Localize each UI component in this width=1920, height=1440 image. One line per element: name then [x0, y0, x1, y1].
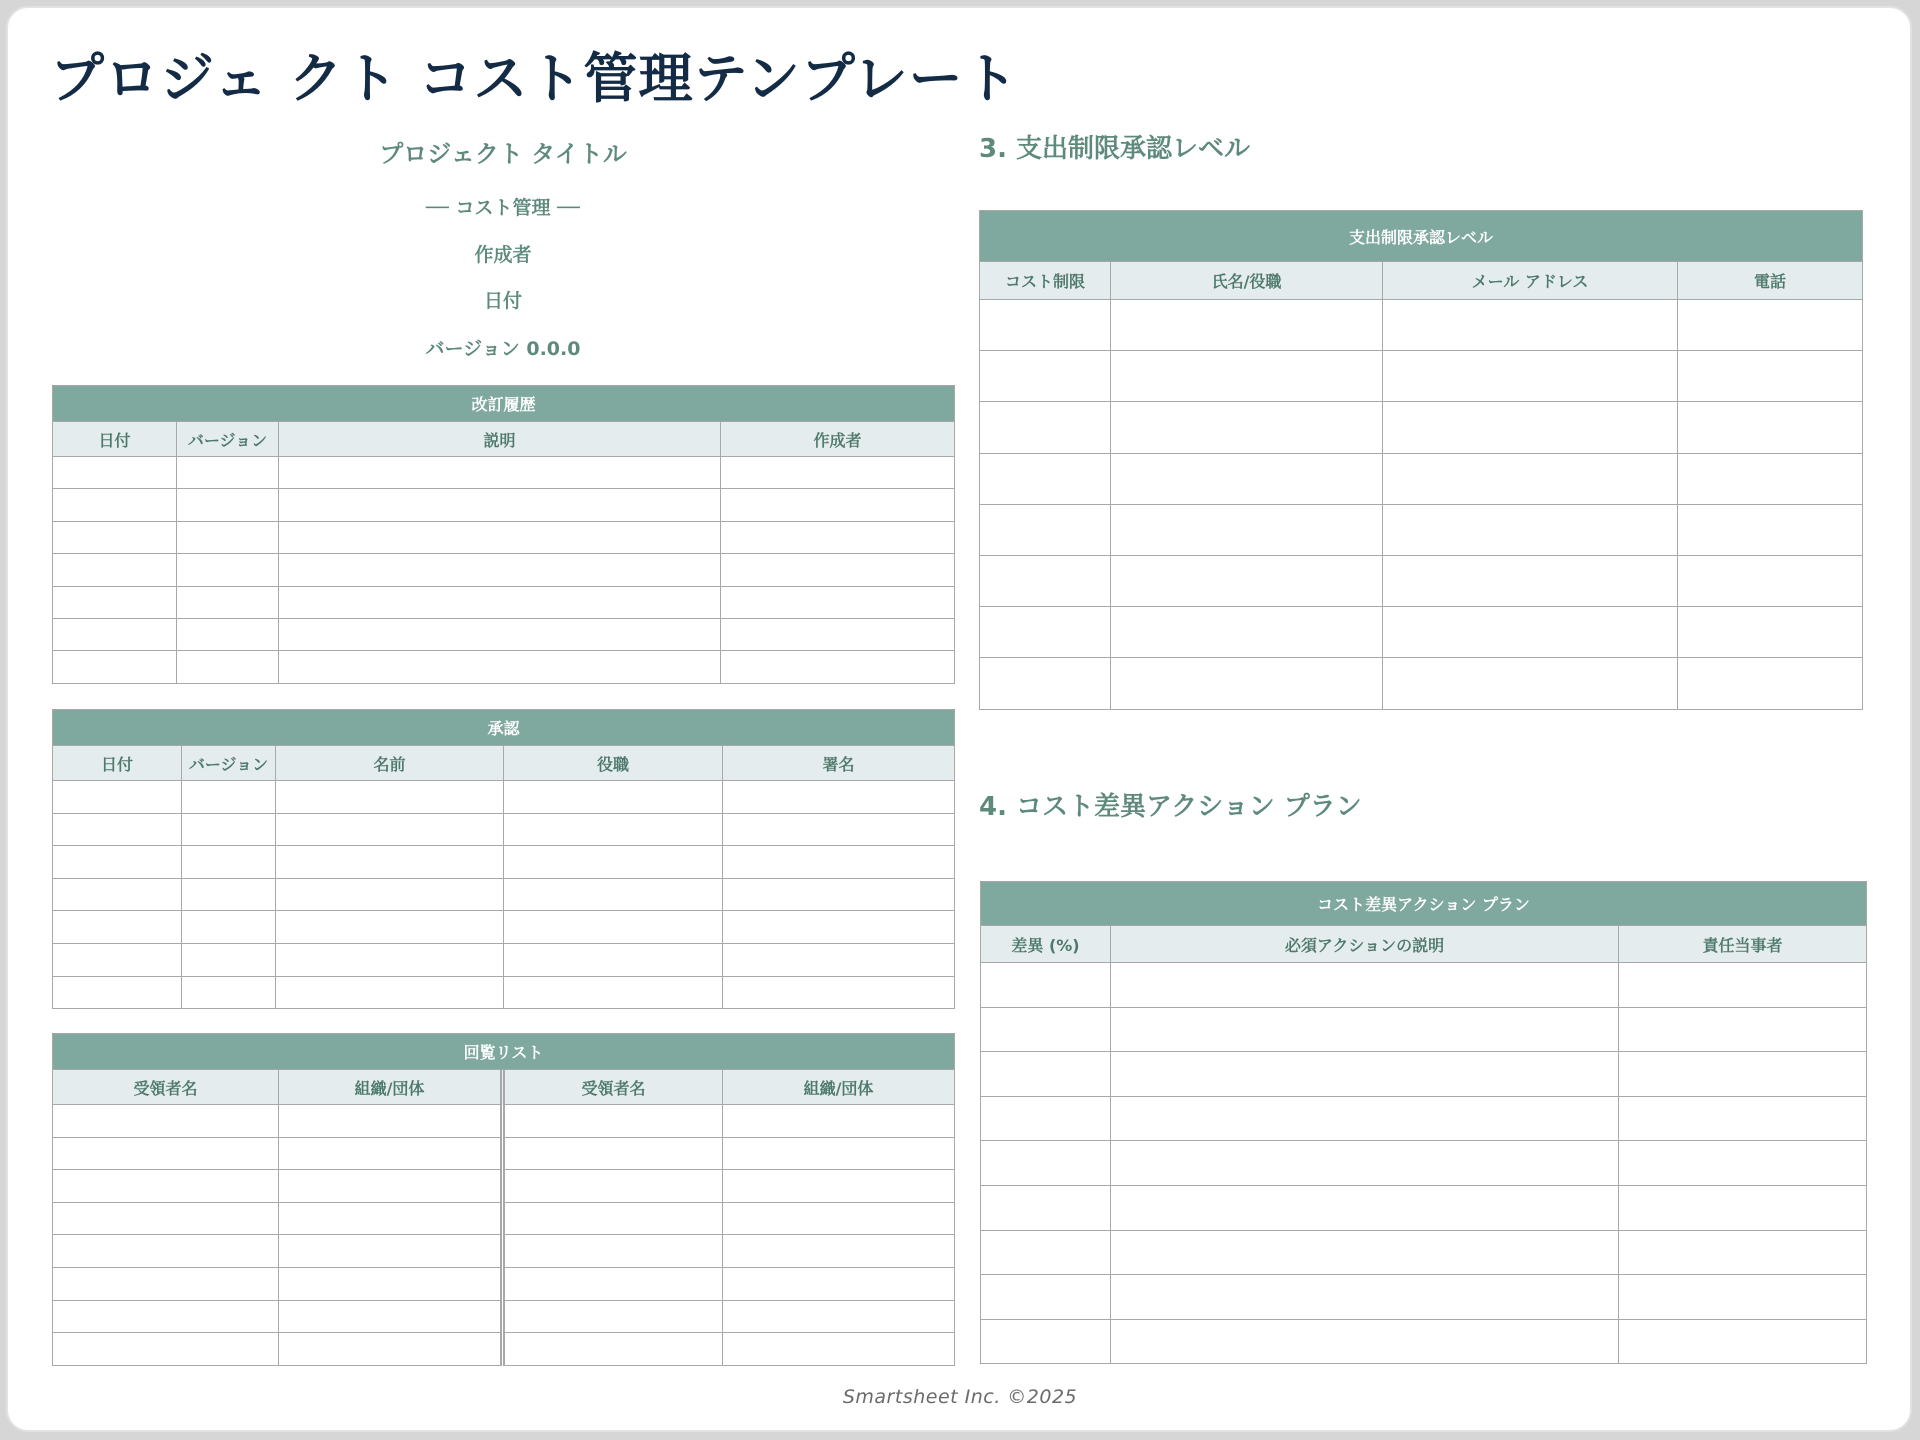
- table-cell[interactable]: [721, 554, 955, 586]
- table-cell[interactable]: [53, 943, 182, 976]
- table-cell[interactable]: [279, 618, 721, 650]
- table-row: [981, 1185, 1867, 1230]
- table-cell[interactable]: [279, 1202, 503, 1235]
- table-cell[interactable]: [721, 521, 955, 553]
- table-row: [53, 651, 955, 683]
- table-cell[interactable]: [53, 1202, 279, 1235]
- col-header-author: 作成者: [721, 422, 955, 457]
- table-row: [980, 555, 1863, 606]
- table-cell[interactable]: [981, 1230, 1111, 1275]
- table-cell[interactable]: [980, 402, 1111, 453]
- table-cell[interactable]: [177, 489, 279, 521]
- table-cell[interactable]: [980, 351, 1111, 402]
- table-cell[interactable]: [981, 1185, 1111, 1230]
- table-row: [53, 1333, 955, 1366]
- table-cell[interactable]: [504, 878, 723, 911]
- table-cell[interactable]: [279, 1333, 503, 1366]
- table-cell[interactable]: [980, 504, 1111, 555]
- table-cell[interactable]: [279, 1170, 503, 1203]
- table-row: [53, 911, 955, 944]
- table-cell[interactable]: [504, 813, 723, 846]
- table-cell[interactable]: [504, 976, 723, 1009]
- col-header-cost-limit: コスト制限: [980, 262, 1111, 300]
- table-cell[interactable]: [276, 911, 504, 944]
- table-cell[interactable]: [1678, 658, 1863, 709]
- table-row: [980, 607, 1863, 658]
- table-cell[interactable]: [723, 813, 955, 846]
- table-cell[interactable]: [53, 618, 177, 650]
- table-cell[interactable]: [53, 781, 182, 814]
- table-cell[interactable]: [53, 846, 182, 879]
- table-row: [981, 963, 1867, 1008]
- table-row: [981, 1230, 1867, 1275]
- col-header-email: メール アドレス: [1383, 262, 1678, 300]
- col-header-action-description: 必須アクションの説明: [1111, 926, 1619, 963]
- footer-copyright: Smartsheet Inc. ©2025: [842, 1386, 1078, 1408]
- table-cell[interactable]: [503, 1202, 723, 1235]
- table-cell[interactable]: [981, 1141, 1111, 1186]
- table-row: [53, 1137, 955, 1170]
- table-cell[interactable]: [723, 1202, 955, 1235]
- circulation-list-title: 回覧リスト: [53, 1034, 955, 1070]
- table-row: [53, 1235, 955, 1268]
- table-row: [980, 658, 1863, 709]
- table-cell[interactable]: [503, 1300, 723, 1333]
- table-row: [980, 402, 1863, 453]
- table-cell[interactable]: [1678, 300, 1863, 351]
- table-cell[interactable]: [1383, 607, 1678, 658]
- document-title: プロジェ クト コスト管理テンプレート: [50, 47, 1019, 110]
- table-cell[interactable]: [1111, 963, 1619, 1008]
- table-cell[interactable]: [1383, 453, 1678, 504]
- table-cell[interactable]: [53, 911, 182, 944]
- col-header-organization: 組織/団体: [279, 1070, 503, 1105]
- table-cell[interactable]: [721, 618, 955, 650]
- col-header-recipient-2: 受領者名: [503, 1070, 723, 1105]
- table-cell[interactable]: [1619, 1141, 1867, 1186]
- variance-action-plan-title: コスト差異アクション プラン: [981, 882, 1867, 926]
- table-row: [53, 1170, 955, 1203]
- table-cell[interactable]: [279, 1267, 503, 1300]
- table-cell[interactable]: [279, 521, 721, 553]
- table-cell[interactable]: [1111, 1141, 1619, 1186]
- table-row: [980, 351, 1863, 402]
- table-cell[interactable]: [1619, 1230, 1867, 1275]
- table-row: [981, 1141, 1867, 1186]
- table-cell[interactable]: [53, 1235, 279, 1268]
- col-header-recipient: 受領者名: [53, 1070, 279, 1105]
- table-cell[interactable]: [1619, 1096, 1867, 1141]
- table-cell[interactable]: [53, 878, 182, 911]
- table-cell[interactable]: [981, 963, 1111, 1008]
- spending-approval-table: [979, 210, 1863, 710]
- table-cell[interactable]: [276, 846, 504, 879]
- table-cell[interactable]: [182, 976, 276, 1009]
- table-cell[interactable]: [1383, 555, 1678, 606]
- approval-title: 承認: [53, 710, 955, 746]
- cover-subtitle: ── コスト管理 ──: [426, 197, 580, 219]
- col-header-name-role: 氏名/役職: [1111, 262, 1383, 300]
- table-cell[interactable]: [980, 658, 1111, 709]
- table-cell[interactable]: [182, 813, 276, 846]
- project-title: プロジェクト タイトル: [379, 140, 627, 168]
- table-cell[interactable]: [1111, 658, 1383, 709]
- table-cell[interactable]: [504, 911, 723, 944]
- table-cell[interactable]: [276, 878, 504, 911]
- table-cell[interactable]: [1678, 607, 1863, 658]
- table-cell[interactable]: [1619, 1007, 1867, 1052]
- section-4-heading: 4. コスト差異アクション プラン: [979, 792, 1362, 822]
- table-row: [981, 1052, 1867, 1097]
- table-cell[interactable]: [177, 618, 279, 650]
- table-row: [53, 489, 955, 521]
- col-header-version: バージョン: [177, 422, 279, 457]
- table-cell[interactable]: [723, 1170, 955, 1203]
- col-header-signature: 署名: [723, 746, 955, 781]
- table-row: [53, 781, 955, 814]
- table-row: [981, 1096, 1867, 1141]
- table-cell[interactable]: [1111, 1275, 1619, 1320]
- table-cell[interactable]: [177, 586, 279, 618]
- col-header-phone: 電話: [1678, 262, 1863, 300]
- revision-history-title: 改訂履歴: [53, 386, 955, 422]
- table-cell[interactable]: [1111, 504, 1383, 555]
- table-cell[interactable]: [53, 457, 177, 489]
- table-cell[interactable]: [53, 1267, 279, 1300]
- table-cell[interactable]: [721, 586, 955, 618]
- table-row: [980, 504, 1863, 555]
- table-cell[interactable]: [276, 943, 504, 976]
- table-cell[interactable]: [53, 1170, 279, 1203]
- table-cell[interactable]: [721, 651, 955, 683]
- table-cell[interactable]: [279, 1137, 503, 1170]
- table-cell[interactable]: [721, 489, 955, 521]
- table-cell[interactable]: [279, 1300, 503, 1333]
- table-cell[interactable]: [721, 457, 955, 489]
- revision-history-table: [52, 385, 955, 684]
- table-cell[interactable]: [279, 489, 721, 521]
- table-cell[interactable]: [53, 1105, 279, 1138]
- table-cell[interactable]: [1111, 351, 1383, 402]
- table-row: [53, 1300, 955, 1333]
- table-cell[interactable]: [503, 1235, 723, 1268]
- table-cell[interactable]: [1383, 351, 1678, 402]
- table-cell[interactable]: [177, 554, 279, 586]
- table-cell[interactable]: [279, 586, 721, 618]
- table-cell[interactable]: [981, 1007, 1111, 1052]
- table-row: [53, 618, 955, 650]
- table-cell[interactable]: [53, 976, 182, 1009]
- table-cell[interactable]: [53, 586, 177, 618]
- circulation-list-table: [52, 1033, 955, 1366]
- table-cell[interactable]: [723, 943, 955, 976]
- table-row: [53, 457, 955, 489]
- col-header-name: 名前: [276, 746, 504, 781]
- table-cell[interactable]: [1619, 1319, 1867, 1364]
- table-row: [981, 1319, 1867, 1364]
- table-cell[interactable]: [503, 1170, 723, 1203]
- table-row: [981, 1275, 1867, 1320]
- table-cell[interactable]: [1111, 1096, 1619, 1141]
- table-cell[interactable]: [1383, 504, 1678, 555]
- table-cell[interactable]: [503, 1333, 723, 1366]
- table-row: [53, 586, 955, 618]
- table-cell[interactable]: [1111, 300, 1383, 351]
- table-cell[interactable]: [53, 813, 182, 846]
- table-cell[interactable]: [182, 781, 276, 814]
- col-header-date: 日付: [53, 422, 177, 457]
- table-cell[interactable]: [177, 521, 279, 553]
- table-cell[interactable]: [723, 1137, 955, 1170]
- col-header-version: バージョン: [182, 746, 276, 781]
- table-cell[interactable]: [276, 976, 504, 1009]
- table-row: [980, 300, 1863, 351]
- table-cell[interactable]: [980, 300, 1111, 351]
- table-cell[interactable]: [1383, 658, 1678, 709]
- table-cell[interactable]: [1619, 963, 1867, 1008]
- table-row: [53, 1267, 955, 1300]
- table-cell[interactable]: [1678, 402, 1863, 453]
- table-row: [981, 1007, 1867, 1052]
- table-cell[interactable]: [279, 1105, 503, 1138]
- table-cell[interactable]: [182, 911, 276, 944]
- table-cell[interactable]: [1111, 453, 1383, 504]
- table-row: [53, 521, 955, 553]
- table-cell[interactable]: [177, 457, 279, 489]
- table-cell[interactable]: [1619, 1185, 1867, 1230]
- table-row: [53, 943, 955, 976]
- table-cell[interactable]: [53, 489, 177, 521]
- table-cell[interactable]: [1111, 1230, 1619, 1275]
- table-cell[interactable]: [1678, 453, 1863, 504]
- col-header-responsible-party: 責任当事者: [1619, 926, 1867, 963]
- table-cell[interactable]: [504, 846, 723, 879]
- table-cell[interactable]: [177, 651, 279, 683]
- table-cell[interactable]: [279, 651, 721, 683]
- date-label: 日付: [483, 290, 522, 312]
- table-cell[interactable]: [1111, 1052, 1619, 1097]
- table-cell[interactable]: [723, 1333, 955, 1366]
- table-cell[interactable]: [1678, 555, 1863, 606]
- table-cell[interactable]: [980, 607, 1111, 658]
- table-row: [53, 976, 955, 1009]
- table-cell[interactable]: [723, 1300, 955, 1333]
- spending-approval-title: 支出制限承認レベル: [980, 211, 1863, 262]
- table-cell[interactable]: [1111, 555, 1383, 606]
- table-cell[interactable]: [53, 651, 177, 683]
- table-cell[interactable]: [1111, 1319, 1619, 1364]
- table-cell[interactable]: [279, 1235, 503, 1268]
- table-cell[interactable]: [503, 1105, 723, 1138]
- table-cell[interactable]: [723, 911, 955, 944]
- table-row: [53, 846, 955, 879]
- table-row: [53, 1202, 955, 1235]
- table-cell[interactable]: [980, 555, 1111, 606]
- table-cell[interactable]: [723, 878, 955, 911]
- version-label: バージョン 0.0.0: [425, 338, 581, 360]
- table-cell[interactable]: [182, 943, 276, 976]
- table-cell[interactable]: [723, 846, 955, 879]
- table-cell[interactable]: [276, 813, 504, 846]
- table-cell[interactable]: [723, 976, 955, 1009]
- author-label: 作成者: [474, 244, 532, 266]
- table-cell[interactable]: [53, 554, 177, 586]
- table-cell[interactable]: [503, 1137, 723, 1170]
- table-row: [980, 453, 1863, 504]
- table-cell[interactable]: [723, 1235, 955, 1268]
- table-cell[interactable]: [981, 1096, 1111, 1141]
- table-row: [53, 1105, 955, 1138]
- table-cell[interactable]: [1678, 504, 1863, 555]
- table-cell[interactable]: [1619, 1052, 1867, 1097]
- table-cell[interactable]: [53, 521, 177, 553]
- col-header-description: 説明: [279, 422, 721, 457]
- table-cell[interactable]: [53, 1137, 279, 1170]
- table-cell[interactable]: [503, 1267, 723, 1300]
- table-cell[interactable]: [53, 1333, 279, 1366]
- table-cell[interactable]: [723, 781, 955, 814]
- col-header-variance: 差異 (%): [981, 926, 1111, 963]
- table-cell[interactable]: [1383, 402, 1678, 453]
- table-row: [53, 813, 955, 846]
- table-cell[interactable]: [53, 1300, 279, 1333]
- approval-table: [52, 709, 955, 1009]
- variance-action-plan-table: [980, 881, 1867, 1364]
- table-cell[interactable]: [1619, 1275, 1867, 1320]
- table-row: [53, 878, 955, 911]
- table-cell[interactable]: [504, 943, 723, 976]
- col-header-organization-2: 組織/団体: [723, 1070, 955, 1105]
- table-cell[interactable]: [182, 878, 276, 911]
- table-cell[interactable]: [1111, 1007, 1619, 1052]
- table-cell[interactable]: [1111, 1185, 1619, 1230]
- table-cell[interactable]: [276, 781, 504, 814]
- table-cell[interactable]: [504, 781, 723, 814]
- table-cell[interactable]: [723, 1267, 955, 1300]
- table-cell[interactable]: [723, 1105, 955, 1138]
- col-header-date: 日付: [53, 746, 182, 781]
- section-3-heading: 3. 支出制限承認レベル: [979, 134, 1251, 164]
- table-cell[interactable]: [279, 457, 721, 489]
- table-cell[interactable]: [981, 1319, 1111, 1364]
- table-cell[interactable]: [182, 846, 276, 879]
- table-cell[interactable]: [279, 554, 721, 586]
- table-row: [53, 554, 955, 586]
- col-header-role: 役職: [504, 746, 723, 781]
- table-cell[interactable]: [981, 1052, 1111, 1097]
- table-cell[interactable]: [980, 453, 1111, 504]
- table-cell[interactable]: [981, 1275, 1111, 1320]
- table-cell[interactable]: [1111, 402, 1383, 453]
- table-cell[interactable]: [1111, 607, 1383, 658]
- table-cell[interactable]: [1383, 300, 1678, 351]
- table-cell[interactable]: [1678, 351, 1863, 402]
